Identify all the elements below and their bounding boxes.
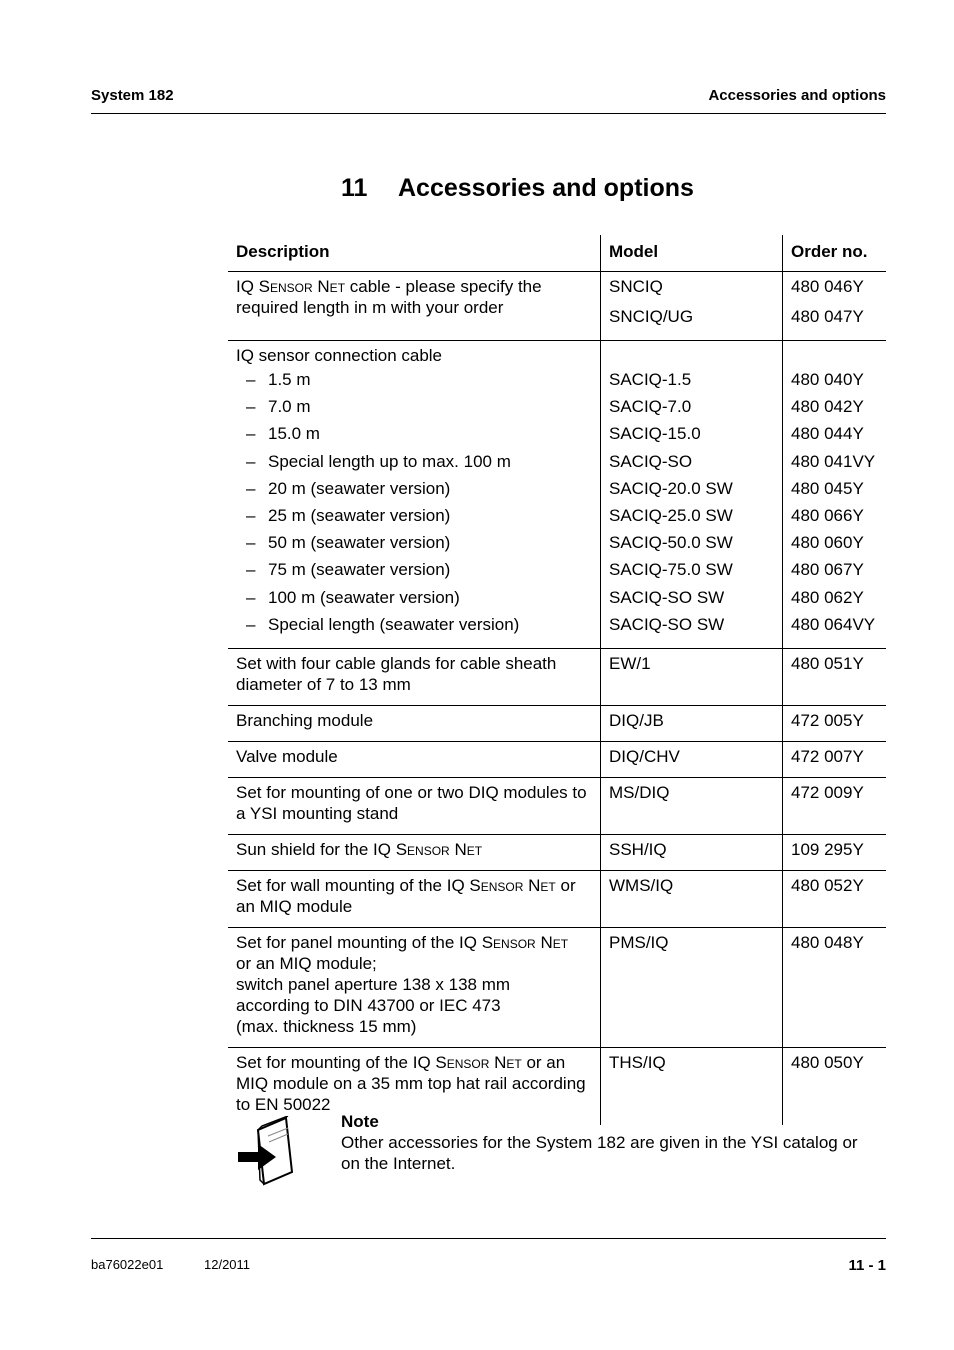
page-footer xyxy=(91,1238,886,1274)
chapter-number: 11 xyxy=(341,174,368,202)
cell-order: 480 050Y xyxy=(783,1047,887,1125)
accessories-table xyxy=(228,235,886,1125)
chapter-title xyxy=(341,174,694,203)
cell-model: DIQ/JB xyxy=(601,705,783,741)
list-item: – 7.0 m xyxy=(236,393,592,420)
cell-order: 472 005Y xyxy=(783,705,887,741)
chapter-title-text: Accessories and options xyxy=(398,174,694,202)
footer-doc-id: ba76022e01 xyxy=(91,1257,164,1272)
list-item: – 100 m (seawater version) xyxy=(236,584,592,611)
cell-model: THS/IQ xyxy=(601,1047,783,1125)
table-header-row xyxy=(228,235,886,272)
col-header-order: Order no. xyxy=(783,235,887,272)
list-item: – 1.5 m xyxy=(236,366,592,393)
table-row xyxy=(228,741,886,777)
list-item: – 75 m (seawater version) xyxy=(236,556,592,583)
cell-description: Set for wall mounting of the IQ Sensor Net or an MIQ module xyxy=(228,870,601,927)
header-product: System 182 xyxy=(91,87,174,104)
cell-description: Valve module xyxy=(228,741,601,777)
cell-description: IQ sensor connection cable – 1.5 m – 7.0 m – 15.0 m – Special length up to max. 100 m – 20 m (seawater version) – 25 m (seawater version) – 50 m (seawater version) – 75 m (seawater version) – 100 m (seawater version) – Special length (seawater version) xyxy=(228,341,601,649)
cell-order: 472 009Y xyxy=(783,777,887,834)
cell-model: MS/DIQ xyxy=(601,777,783,834)
cell-description: Sun shield for the IQ Sensor Net xyxy=(228,834,601,870)
table-row xyxy=(228,272,886,341)
note-text-line: on the Internet. xyxy=(341,1154,456,1173)
book-note-icon xyxy=(236,1116,296,1186)
note-title: Note xyxy=(341,1112,379,1131)
table-row xyxy=(228,927,886,1047)
table-row xyxy=(228,870,886,927)
cell-model: SACIQ-1.5 SACIQ-7.0 SACIQ-15.0 SACIQ-SO SACIQ-20.0 SW SACIQ-25.0 SW SACIQ-50.0 SW SACIQ-75.0 SW SACIQ-SO SW SACIQ-SO SW xyxy=(601,341,783,649)
cell-order: 480 046Y 480 047Y xyxy=(783,272,887,341)
cell-description: IQ Sensor Net cable - please specify the required length in m with your order xyxy=(228,272,601,341)
cell-model: PMS/IQ xyxy=(601,927,783,1047)
cell-order: 480 052Y xyxy=(783,870,887,927)
table-row xyxy=(228,341,886,649)
page-number: 11 - 1 xyxy=(848,1257,886,1274)
list-item: – 20 m (seawater version) xyxy=(236,475,592,502)
list-item: – 50 m (seawater version) xyxy=(236,529,592,556)
cell-description: Branching module xyxy=(228,705,601,741)
table-row xyxy=(228,648,886,705)
table-row xyxy=(228,834,886,870)
table-row xyxy=(228,705,886,741)
cell-description: Set with four cable glands for cable sheath diameter of 7 to 13 mm xyxy=(228,648,601,705)
cell-model: EW/1 xyxy=(601,648,783,705)
cell-description: Set for mounting of one or two DIQ modules to a YSI mounting stand xyxy=(228,777,601,834)
list-item: – Special length up to max. 100 m xyxy=(236,448,592,475)
cell-order: 480 051Y xyxy=(783,648,887,705)
header-chapter: Accessories and options xyxy=(708,87,886,104)
cable-length-list xyxy=(236,366,592,638)
cell-model: WMS/IQ xyxy=(601,870,783,927)
cell-order: 109 295Y xyxy=(783,834,887,870)
footer-date: 12/2011 xyxy=(204,1257,251,1272)
cell-order: 480 048Y xyxy=(783,927,887,1047)
col-header-description: Description xyxy=(236,242,330,261)
cell-model: DIQ/CHV xyxy=(601,741,783,777)
col-header-model: Model xyxy=(601,235,783,272)
cell-order: 480 040Y 480 042Y 480 044Y 480 041VY 480 045Y 480 066Y 480 060Y 480 067Y 480 062Y 480 064VY xyxy=(783,341,887,649)
cell-description: Set for mounting of the IQ Sensor Net or an MIQ module on a 35 mm top hat rail according to EN 50022 xyxy=(228,1047,601,1125)
cell-order: 472 007Y xyxy=(783,741,887,777)
list-item: – Special length (seawater version) xyxy=(236,611,592,638)
cell-description: Set for panel mounting of the IQ Sensor Net or an MIQ module; switch panel aperture 138 x 138 mm according to DIN 43700 or IEC 473 (max. thickness 15 mm) xyxy=(228,927,601,1047)
list-item: – 25 m (seawater version) xyxy=(236,502,592,529)
table-row xyxy=(228,777,886,834)
page-header xyxy=(91,87,886,114)
note-block xyxy=(341,1111,886,1174)
note-text-line: Other accessories for the System 182 are given in the YSI catalog or xyxy=(341,1133,858,1152)
cell-model: SNCIQ SNCIQ/UG xyxy=(601,272,783,341)
list-item: – 15.0 m xyxy=(236,420,592,447)
cell-model: SSH/IQ xyxy=(601,834,783,870)
